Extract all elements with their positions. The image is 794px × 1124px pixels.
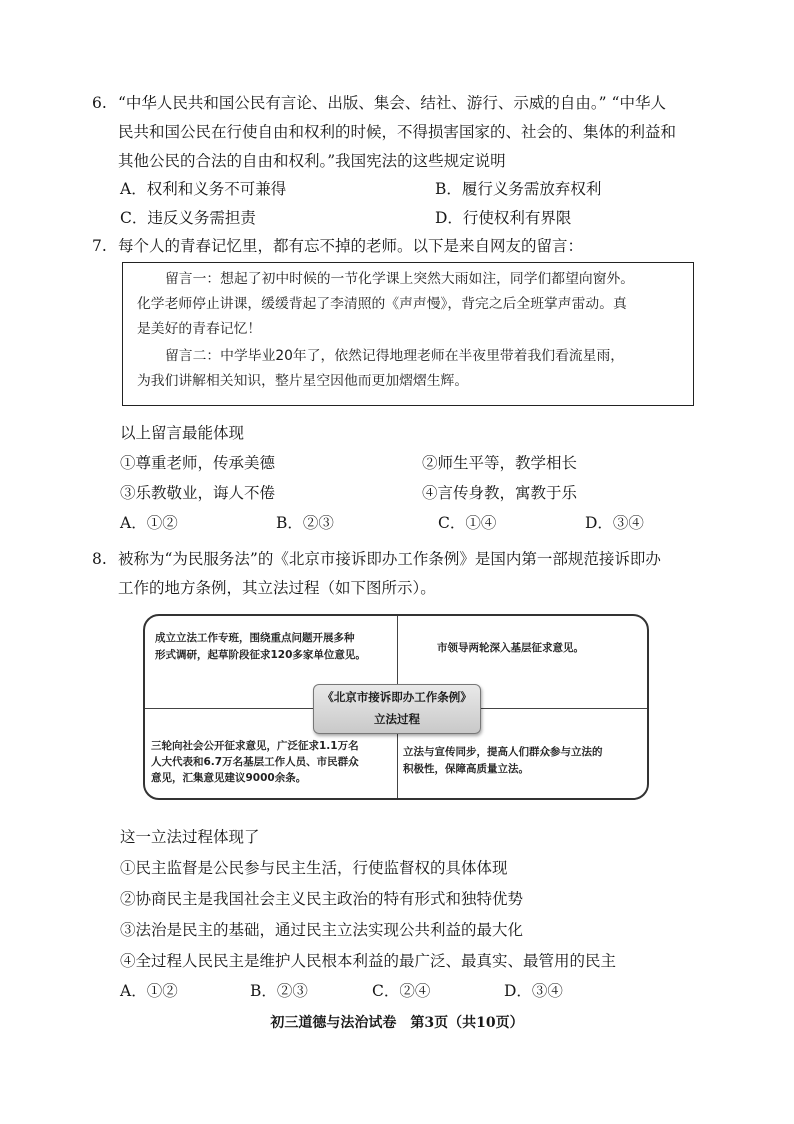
diagram-top-left-line-2: 形式调研，起草阶段征求120多家单位意见。 bbox=[155, 649, 366, 661]
comment-2-line-1: 留言二：中学毕业20年了，依然记得地理老师在半夜里带着我们看流星雨， bbox=[165, 348, 625, 364]
diagram-top-left-line-1: 成立立法工作专班，围绕重点问题开展多种 bbox=[155, 632, 355, 644]
diagram-bottom-right-line-2: 积极性，保障高质量立法。 bbox=[403, 763, 529, 775]
diagram-bottom-right-line-1: 立法与宣传同步，提高人们群众参与立法的 bbox=[403, 746, 603, 758]
q8-stem-line-1: 被称为“为民服务法”的《北京市接诉即办工作条例》是国内第一部规范接诉即办 bbox=[118, 550, 661, 568]
q7-item-3: ③乐教敬业，诲人不倦 bbox=[120, 484, 276, 502]
diagram-center-subtitle: 立法过程 bbox=[374, 712, 420, 726]
comment-2-line-2: 为我们讲解相关知识，整片星空因他而更加熠熠生辉。 bbox=[137, 373, 469, 389]
diagram-top-right-line-1: 市领导两轮深入基层征求意见。 bbox=[437, 642, 584, 654]
q7-item-2: ②师生平等，教学相长 bbox=[422, 454, 578, 472]
q8-item-4: ④全过程人民民主是维护人民根本利益的最广泛、最真实、最管用的民主 bbox=[120, 952, 617, 970]
q6-stem-line-2: 民共和国公民在行使自由和权利的时候，不得损害国家的、社会的、集体的利益和 bbox=[118, 123, 677, 141]
q7-number: 7. bbox=[92, 237, 107, 255]
q7-item-1: ①尊重老师，传承美德 bbox=[120, 454, 276, 472]
q6-option-c: C．违反义务需担责 bbox=[120, 209, 256, 227]
comment-box bbox=[122, 262, 694, 406]
q8-option-d: D．③④ bbox=[504, 982, 563, 1000]
q8-prompt: 这一立法过程体现了 bbox=[120, 828, 260, 846]
q7-option-c: C．①④ bbox=[438, 514, 497, 532]
page-footer: 初三道德与法治试卷 第3页（共10页） bbox=[270, 1015, 524, 1031]
q8-item-2: ②协商民主是我国社会主义民主政治的特有形式和独特优势 bbox=[120, 890, 524, 908]
q7-option-a: A．①② bbox=[120, 514, 178, 532]
comment-1-line-2: 化学老师停止讲课，缓缓背起了李清照的《声声慢》，背完之后全班掌声雷动。真 bbox=[137, 296, 627, 312]
q7-prompt: 以上留言最能体现 bbox=[120, 424, 245, 442]
q8-option-a: A．①② bbox=[120, 982, 178, 1000]
q8-stem-line-2: 工作的地方条例，其立法过程（如下图所示）。 bbox=[118, 579, 436, 597]
q8-number: 8. bbox=[92, 550, 107, 568]
q6-stem-line-3: 其他公民的合法的自由和权利。”我国宪法的这些规定说明 bbox=[118, 152, 506, 170]
comment-1-line-3: 是美好的青春记忆！ bbox=[137, 321, 262, 337]
q7-item-4: ④言传身教，寓教于乐 bbox=[422, 484, 578, 502]
q7-stem: 每个人的青春记忆里，都有忘不掉的老师。以下是来自网友的留言： bbox=[118, 237, 584, 255]
q8-item-3: ③法治是民主的基础，通过民主立法实现公共利益的最大化 bbox=[120, 921, 524, 939]
q6-stem-line-1: “中华人民共和国公民有言论、出版、集会、结社、游行、示威的自由。” “中华人 bbox=[118, 94, 666, 112]
diagram-bottom-left-line-3: 意见，汇集意见建议9000余条。 bbox=[151, 772, 307, 784]
q6-number: 6. bbox=[92, 94, 107, 112]
diagram-center-title: 《北京市接诉即办工作条例》 bbox=[322, 690, 472, 704]
q8-option-b: B．②③ bbox=[250, 982, 308, 1000]
diagram-center-label bbox=[313, 684, 481, 734]
diagram-bottom-left-line-1: 三轮向社会公开征求意见，广泛征求1.1万名 bbox=[151, 740, 359, 752]
q8-item-1: ①民主监督是公民参与民主生活，行使监督权的具体体现 bbox=[120, 859, 508, 877]
q7-option-b: B．②③ bbox=[276, 514, 334, 532]
q8-option-c: C．②④ bbox=[372, 982, 431, 1000]
comment-1-line-1: 留言一：想起了初中时候的一节化学课上突然大雨如注，同学们都望向窗外。 bbox=[165, 271, 635, 287]
q7-option-d: D．③④ bbox=[585, 514, 644, 532]
legislation-process-diagram bbox=[143, 614, 649, 800]
diagram-bottom-left-line-2: 人大代表和6.7万名基层工作人员、市民群众 bbox=[151, 756, 359, 768]
q6-option-d: D．行使权利有界限 bbox=[435, 209, 572, 227]
q6-option-b: B．履行义务需放弃权利 bbox=[435, 180, 602, 198]
q6-option-a: A．权利和义务不可兼得 bbox=[120, 180, 287, 198]
